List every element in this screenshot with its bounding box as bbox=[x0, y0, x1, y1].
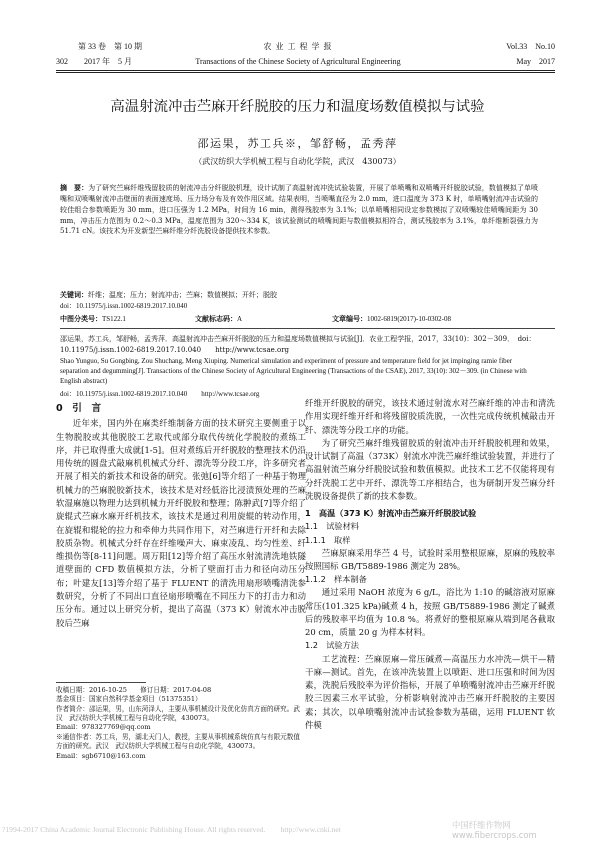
keywords-label: 关键词： bbox=[60, 291, 88, 299]
method-paragraph: 工艺流程：苎麻原麻—常压碱煮—高温压力水冲洗—烘干—精干麻—测试。首先，在该冲洗装置上以喷距、进口压强和时间为因素，洗脱后残胶率为评价指标，开展了单喷嘴射流冲击苎麻开纤脱胶三因素三水平试验，分析影响射流冲击苎麻开纤脱胶的主要因素；其次，以单喷嘴射流冲击试验参数为基础，运用 FLUENT 软件模 bbox=[305, 653, 555, 730]
section-1-1-2-heading: 1.1.2 样本制备 bbox=[305, 574, 367, 585]
doc-code-value: A bbox=[237, 315, 243, 323]
watermark-cnki: ?1994-2017 China Academic Journal Electronic Publishing House. All rights reserved. http://www.cnki.net bbox=[2, 825, 341, 834]
footnote-author1: 作者简介：邵运果，男，山东菏泽人，主要从事机械设计及优化仿真方面的研究。武汉 武汉纺织大学机械工程与自动化学院，430073。 bbox=[56, 704, 300, 723]
header-volume-cn: 第 33 卷 第 10 期 bbox=[78, 42, 142, 51]
abstract-block bbox=[60, 183, 538, 237]
footnote-block bbox=[56, 686, 306, 761]
header-rule-thin bbox=[56, 72, 555, 73]
right-paragraph-continued: 纤维开纤脱胶的研究，该技术通过射流水对苎麻纤维的冲击和清洗作用实现纤维开纤和将残留胶质洗脱，一次性完成传统机械敲击开纤、漂洗等分段工序的功能。 bbox=[305, 398, 555, 435]
keywords-line bbox=[60, 291, 538, 300]
footnote-email2: Email：sgb6710@163.com bbox=[56, 751, 146, 760]
clc-value: TS122.1 bbox=[102, 315, 126, 323]
watermark-fibercrops: 中国纤维作物网 www.fibercrops.com bbox=[452, 820, 537, 841]
citation-en-doi: doi：10.11975/j.issn.1002-6819.2017.10.040 http://www.tcsae.org bbox=[60, 390, 260, 398]
section-1-2-heading: 1.2 试验方法 bbox=[305, 640, 359, 651]
section-1-1-heading: 1.1 试验材料 bbox=[305, 521, 359, 532]
abstract-divider bbox=[60, 328, 555, 329]
right-paragraph-purpose: 为了研究苎麻纤维残留胶质的射流冲击开纤脱胶机理和效果，设计试制了高温（373K）射流水冲洗苎麻纤维试验装置，并进行了高温射流苎麻分纤脱胶试验和数值模拟。此技术工艺不仅能将现有分纤洗脱工艺中开纤、漂洗等工序相结合，也为研制开发苎麻分纤洗脱设备提供了新的技术参数。 bbox=[305, 437, 555, 501]
citation-cn: 邵运果，苏工兵，邹舒畅，孟秀萍．高温射流冲击苎麻开纤脱胶的压力和温度场数值模拟与试验[J]．农业工程学报，2017，33(10)：302－309． doi：10.11975/j.issn.1002-6819.2017.10.040 http://www.tcsae.org bbox=[60, 335, 536, 354]
footnote-author2: ※通信作者：苏工兵，男，湖北天门人，教授，主要从事机械系统仿真与有限元数值方面的研究。武汉 武汉纺织大学机械工程与自动化学院，430073。 bbox=[56, 732, 300, 751]
header-rule-thick bbox=[56, 70, 555, 71]
affiliation: （武汉纺织大学机械工程与自动化学院，武汉 430073） bbox=[194, 157, 401, 166]
clc-label: 中图分类号： bbox=[60, 315, 102, 323]
header-journal-cn: 农 业 工 程 学 报 bbox=[263, 42, 333, 51]
article-no-value: 1002-6819(2017)-10-0302-08 bbox=[367, 315, 451, 323]
footnote-email1: Email：978327769@qq.com bbox=[56, 723, 151, 732]
doi-line: doi：10.11975/j.issn.1002-6819.2017.10.040 bbox=[60, 302, 188, 310]
header-journal-en: Transactions of the Chinese Society of Agricultural Engineering bbox=[195, 57, 401, 66]
author-list: 邵运果，苏工兵※，邹舒畅，孟秀萍 bbox=[197, 137, 398, 150]
doc-code-label: 文献标志码： bbox=[195, 315, 237, 323]
footnote-fund: 基金项目：国家自然科学基金项目（51375351） bbox=[56, 695, 202, 704]
section-1-1-1-heading: 1.1.1 取样 bbox=[305, 534, 351, 545]
abstract-text: 为了研究苎麻纤维残留胶质的射流冲击分纤脱胶机理，设计试制了高温射流冲洗试验装置，开展了单喷嘴和双喷嘴开纤脱胶试验，数值模拟了单喷嘴和双喷嘴射流冲击壁面的表面速度场、压力场分布及有效作用区域。结果表明，当喷嘴直径为 2.0 mm，进口温度为 373 K 时，单喷嘴射流冲击试验的较佳组合参数喷距为 30 mm，进口压强为 1.2 MPa，时间为 16 min，测得残胶率为 3.1%；以单喷嘴相同设定参数模拟了双喷嘴较佳喷嘴间距为 30 mm，冲击压力范围为 0.2～0.3 MPa，温度范围为 320～334 K，该试验测试的喷嘴间距与数值模拟相符合，测试残胶率为 3.1%，单纤维断裂强力为 51.71 cN。该技术为开发新型苎麻纤维分纤洗脱设备提供技术参数。 bbox=[60, 184, 539, 236]
paper-title: 高温射流冲击苎麻开纤脱胶的压力和温度场数值模拟与试验 bbox=[110, 99, 485, 115]
footnote-received: 收稿日期：2016-10-25 修订日期：2017-04-08 bbox=[56, 686, 212, 694]
article-no-label: 文章编号： bbox=[332, 315, 367, 323]
keywords-text: 纤维；温度；压力；射流冲击；苎麻；数值模拟；开纤；脱胶 bbox=[88, 291, 277, 299]
section-0-heading: 0 引 言 bbox=[56, 403, 102, 414]
intro-paragraph: 近年来，国内外在麻类纤维制备方面的技术研究主要侧重于以生物脱胶或其他脱胶工艺取代或部分取代传统化学脱胶的煮练工序，并已取得重大成就[1-5]。但对煮练后开纤脱胶的整理技术仍沿用传统的圆盘式敲麻机机械式分纤、漂洗等分段工序，许多研究者开展了相关的新技术和设备的研究。张弛[6]等介绍了一种基于物理机械力的苎麻脱胶新技术，该技术是对经低浴比浸渍预处理的苎麻软湿麻施以物理力达到机械力开纤脱胶和整理；陈翀武[7]等介绍了旋辊式苎麻水麻开纤机技术，该技术是通过利用旋辊的转动作用，在旋辊和辊轮的拉力和牵伸力共同作用下，对苎麻进行开纤和去除胶质杂物。机械式分纤存在纤维噪声大、麻束凌乱、均匀性差、纤维损伤等[8-11]问题。周万阳[12]等介绍了高压水射流清洗地铁隧道壁面的 CFD 数值模拟方法，分析了壁面打击力和径向动压分布；叶建友[13]等介绍了基于 FLUENT 的清洗用扇形喷嘴清洗参数研究，分析了不同出口直径扇形喷嘴在不同压力下的打击力和动压分布。通过以上研究分析，提出了高温（373 K）射流水冲击脱胶后苎麻 bbox=[56, 418, 306, 628]
right-column bbox=[305, 397, 555, 732]
header-volume-en: Vol.33 No.10 bbox=[506, 42, 555, 51]
section-1-heading: 1 高温（373 K）射流冲击苎麻开纤脱胶试验 bbox=[305, 508, 477, 519]
header-date-en: May 2017 bbox=[516, 57, 555, 66]
left-column bbox=[56, 401, 306, 630]
citation-en: Shao Yunguo, Su Gongbing, Zou Shuchang, Meng Xiuping. Numerical simulation and experiment of pressure and temperature field for jet impinging ramie fiber separation and degumming[J]. Transactions of the Chinese Society of Agricultural Engineering (Transactions of the CSAE), 2017, 33(10): 302－309. (in Chinese with English abstract) bbox=[60, 357, 527, 385]
sample-prep-paragraph: 通过采用 NaOH 浓度为 6 g/L，浴比为 1:10 的碱溶液对原麻常压(101.325 kPa)碱煮 4 h，按照 GB/T5889-1986 测定了碱煮后的残胶率平均值为 10.8 %。将煮好的整根原麻从端到尾各截取 20 cm，质量 20 g 为样本材料。 bbox=[305, 587, 555, 638]
abstract-label: 摘 要： bbox=[60, 184, 89, 192]
header-page-year-cn: 302 2017 年 5 月 bbox=[56, 57, 132, 66]
footnote-rule bbox=[56, 682, 146, 683]
sampling-paragraph: 苎麻原麻采用华苎 4 号，试验时采用整根原麻，原麻的残胶率按照国标 GB/T5889-1986 测定为 28%。 bbox=[305, 547, 555, 571]
